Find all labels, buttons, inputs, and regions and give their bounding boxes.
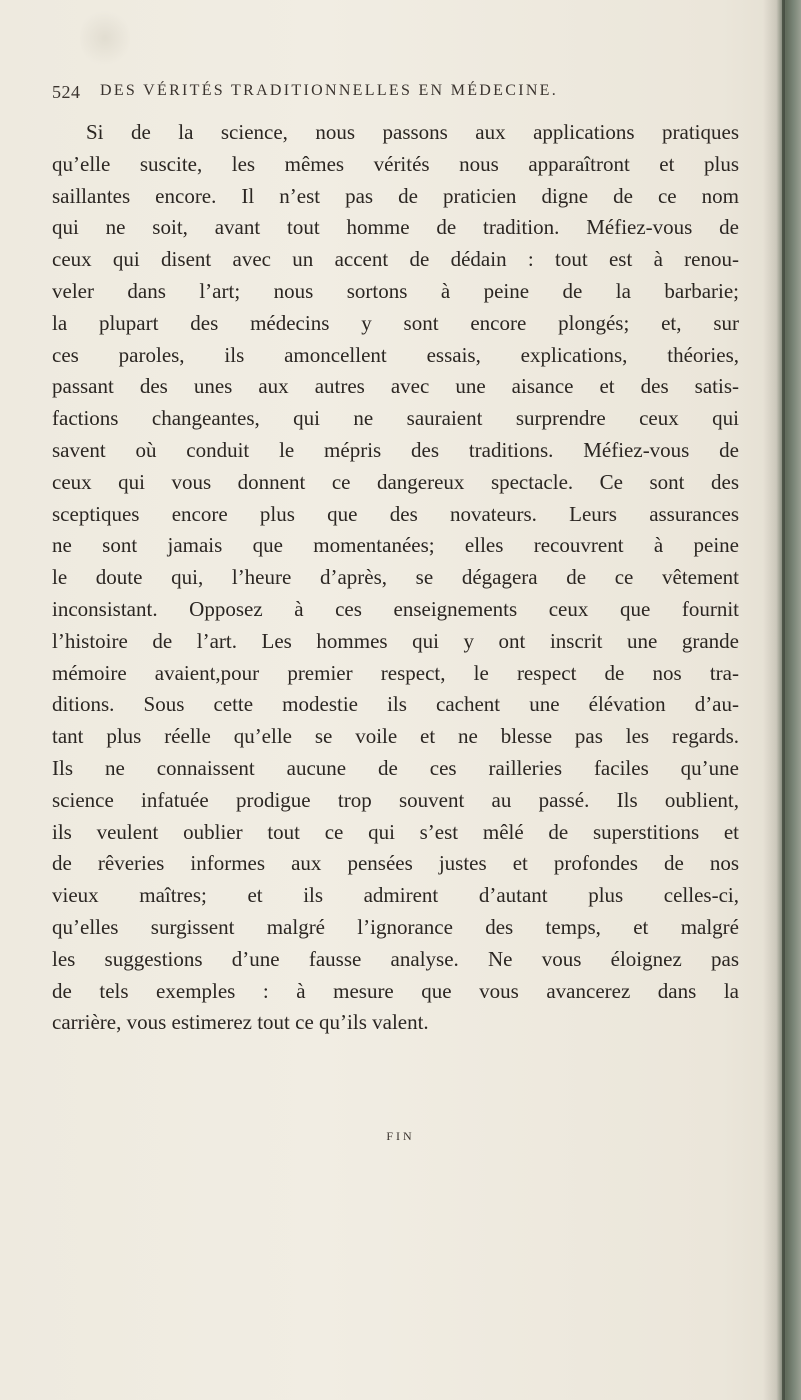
- text-line: de rêveries informes aux pensées justes et profondes de nos: [52, 851, 739, 876]
- text-line: ditions. Sous cette modestie ils cachent une élévation d’au-: [52, 692, 739, 717]
- text-line: science infatuée prodigue trop souvent au passé. Ils oublient,: [52, 787, 739, 812]
- text-line: ceux qui disent avec un accent de dédain : tout est à renou-: [52, 247, 739, 272]
- text-line: vieux maîtres; et ils admirent d’autant plus celles-ci,: [52, 883, 739, 908]
- paper-stain: [80, 8, 130, 68]
- text-line: tant plus réelle qu’elle se voile et ne blesse pas les regards.: [52, 724, 739, 749]
- text-line: qui ne soit, avant tout homme de tradition. Méfiez-vous de: [52, 215, 739, 240]
- text-line: de tels exemples : à mesure que vous avancerez dans la: [52, 978, 739, 1003]
- text-line: saillantes encore. Il n’est pas de praticien digne de ce nom: [52, 183, 739, 208]
- text-line: factions changeantes, qui ne sauraient surprendre ceux qui: [52, 406, 739, 431]
- text-line: ils veulent oublier tout ce qui s’est mêlé de superstitions et: [52, 819, 739, 844]
- end-mark: FIN: [386, 1129, 415, 1143]
- text-line: Ils ne connaissent aucune de ces railleries faciles qu’une: [52, 755, 739, 780]
- page-header: [52, 82, 732, 110]
- text-line: passant des unes aux autres avec une aisance et des satis-: [52, 374, 739, 399]
- text-line: les suggestions d’une fausse analyse. Ne vous éloignez pas: [52, 946, 739, 971]
- text-line: ne sont jamais que momentanées; elles recouvrent à peine: [52, 533, 739, 558]
- book-spine-edge: [782, 0, 785, 1400]
- text-line: sceptiques encore plus que des novateurs. Leurs assurances: [52, 501, 739, 526]
- text-line: la plupart des médecins y sont encore plongés; et, sur: [52, 310, 739, 335]
- text-line: qu’elle suscite, les mêmes vérités nous apparaîtront et plus: [52, 151, 739, 176]
- text-line: qu’elles surgissent malgré l’ignorance des temps, et malgré: [52, 914, 739, 939]
- text-line: savent où conduit le mépris des traditions. Méfiez-vous de: [52, 437, 739, 462]
- text-line: l’histoire de l’art. Les hommes qui y ont inscrit une grande: [52, 628, 739, 653]
- text-line: carrière, vous estimerez tout ce qu’ils valent.: [52, 1010, 429, 1035]
- text-line: veler dans l’art; nous sortons à peine de la barbarie;: [52, 278, 739, 303]
- body-paragraph: [52, 117, 739, 1039]
- text-line: Si de la science, nous passons aux applications pratiques: [86, 120, 739, 144]
- text-line: le doute qui, l’heure d’après, se dégagera de ce vêtement: [52, 565, 739, 590]
- text-line: ces paroles, ils amoncellent essais, explications, théories,: [52, 342, 739, 367]
- text-line: mémoire avaient,pour premier respect, le respect de nos tra-: [52, 660, 739, 685]
- running-head: DES VÉRITÉS TRADITIONNELLES EN MÉDECINE.: [100, 82, 559, 99]
- text-line: ceux qui vous donnent ce dangereux spectacle. Ce sont des: [52, 469, 739, 494]
- text-line: inconsistant. Opposez à ces enseignements ceux que fournit: [52, 596, 739, 621]
- page-number: 524: [52, 82, 81, 102]
